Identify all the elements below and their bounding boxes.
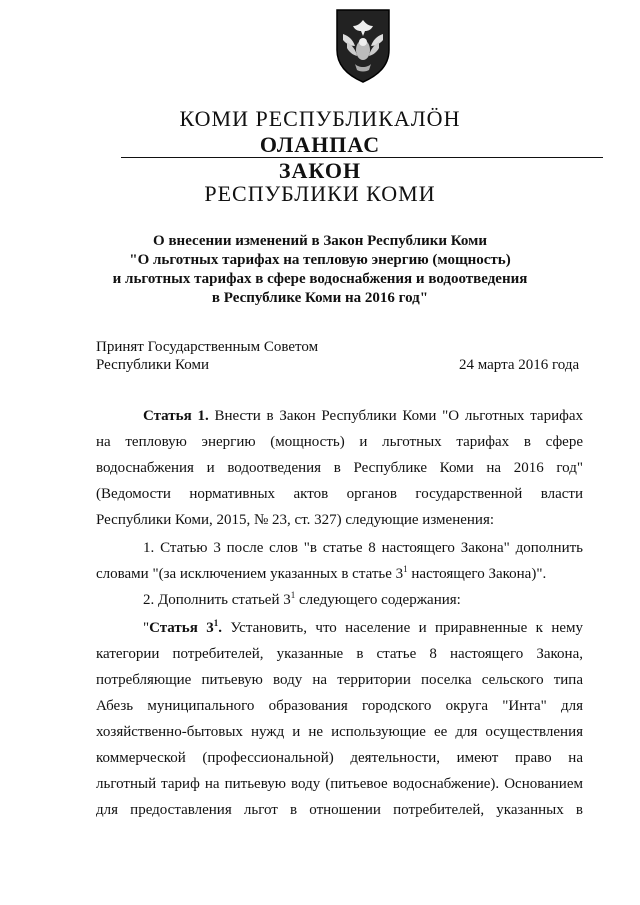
republic-name-komi-language: КОМИ РЕСПУБЛИКАЛӦН [179, 106, 461, 131]
adoption-date: 24 марта 2016 года [459, 357, 580, 373]
law-title-line-2: "О льготных тарифах на тепловую энергию (мощность) [129, 252, 511, 268]
article-3-1-line-8: для предоставления льгот в отношении потребителей, указанных в [96, 802, 583, 818]
article-1-line-5: Республики Коми, 2015, № 23, ст. 327) следующие изменения: [96, 512, 495, 528]
article-1-label: Статья 1. [143, 408, 209, 424]
article-3-1-line-6: коммерческой (профессиональной) деятельности, имеют право на [96, 750, 583, 766]
article-3-1-label: Статья $3^1$. [149, 618, 222, 636]
article-3-1-line-4: Абезь муниципального образования городского округа "Инта" для [96, 698, 583, 714]
republic-name-russian: РЕСПУБЛИКИ КОМИ [204, 181, 436, 206]
article-1-line-1: Статья 1. Внести в Закон Республики Коми "О льготных тарифах [143, 408, 583, 424]
adoption-line-1: Принят Государственным Советом [96, 339, 319, 355]
article-3-1-line-1: "Статья $3^1$. Установить, что население и приравненные к нему [143, 618, 584, 636]
item-1-line-2: словами "(за исключением указанных в статье $3^1$ настоящего Закона)". [96, 564, 547, 582]
article-1-line-2: на тепловую энергию (мощность) и льготных тарифах в сфере [96, 434, 583, 450]
adoption-line-2: Республики Коми [96, 357, 209, 373]
law-title-line-3: и льготных тарифах в сфере водоснабжения и водоотведения [112, 271, 528, 287]
article-3-1-line-2: категории потребителей, указанные в статье 8 настоящего Закона, [96, 646, 583, 662]
item-2-line: 2. Дополнить статьей $3^1$ следующего содержания: [143, 590, 461, 608]
article-3-1-line-5: хозяйственно-бытовых нужд и не использующие ее для осуществления [96, 724, 583, 740]
law-title-line-1: О внесении изменений в Закон Республики Коми [153, 233, 487, 249]
law-title-line-4: в Республике Коми на 2016 год" [211, 290, 429, 306]
item-1-line-1: 1. Статью 3 после слов "в статье 8 настоящего Закона" дополнить [143, 540, 583, 556]
coat-of-arms-emblem [333, 6, 393, 84]
article-3-1-line-3: потребляющие питьевую воду на территории поселка сельского типа [96, 672, 583, 688]
article-3-1-line-7: льготный тариф на питьевую воду (питьевое водоснабжение). Основанием [96, 776, 583, 792]
article-1-line-3: водоснабжения и водоотведения в Республике Коми на 2016 год" [96, 460, 583, 476]
article-1-line-4: (Ведомости нормативных актов органов государственной власти [96, 486, 583, 502]
law-heading: ЗАКОН [278, 158, 362, 183]
olanpas-heading: ОЛАНПАС [259, 132, 381, 157]
